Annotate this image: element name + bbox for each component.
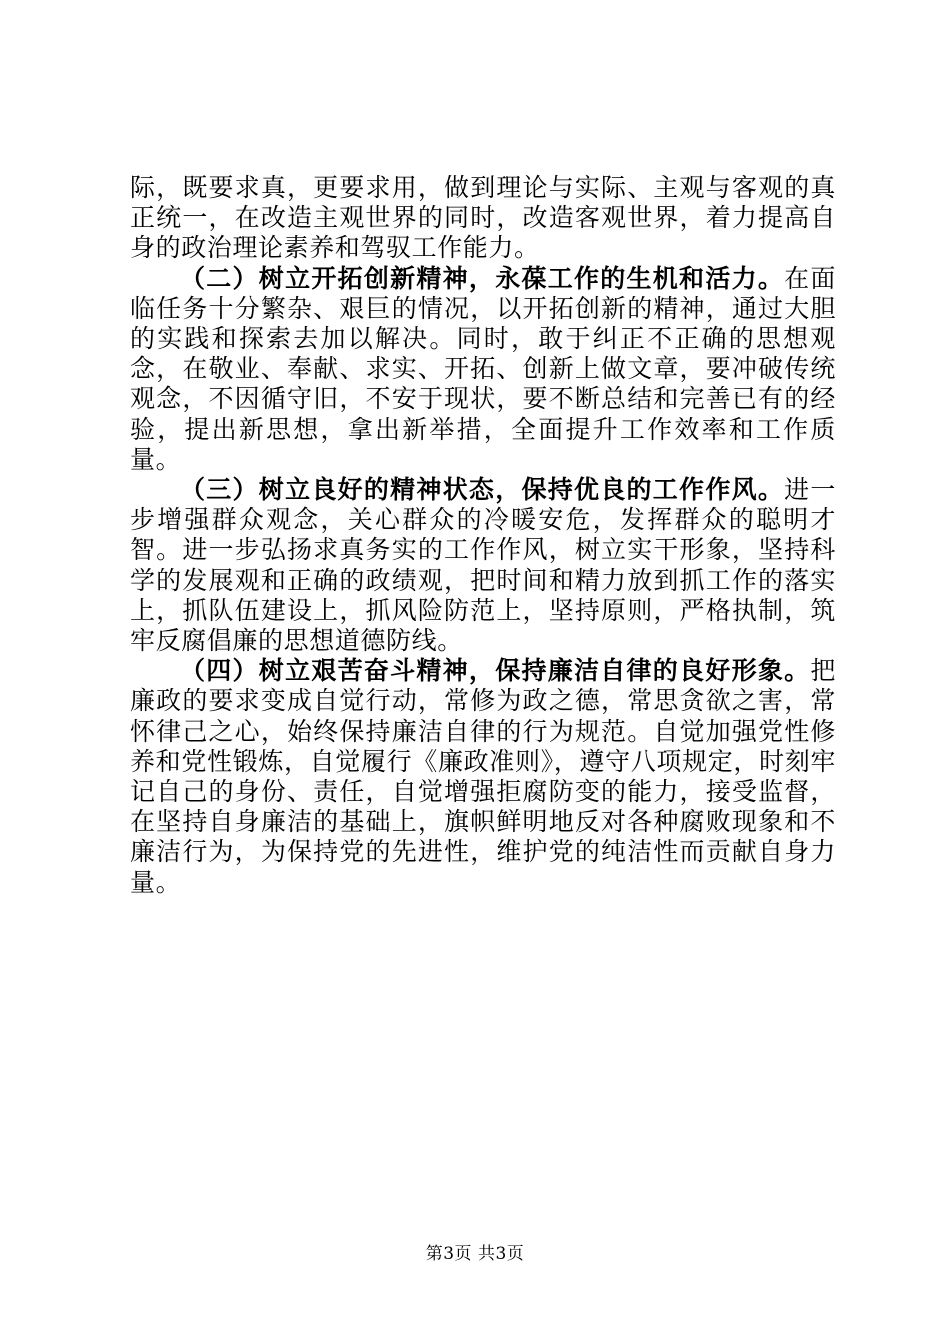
paragraph-4 [130,656,836,898]
paragraph-text: 进一步增强群众观念，关心群众的冷暖安危，发挥群众的聪明才智。进一步弘扬求真务实的工作作风，树立实干形象，坚持科学的发展观和正确的政绩观，把时间和精力放到抓工作的落实上，抓队伍建设上，抓风险防范上，坚持原则，严格执制，筑牢反腐倡廉的思想道德防线。 [130,475,836,656]
paragraph-heading: （二）树立开拓创新精神，永葆工作的生机和活力。 [180,263,785,293]
paragraph-heading: （四）树立艰苦奋斗精神，保持廉洁自律的良好形象。 [180,656,811,686]
document-body [130,173,836,898]
paragraph-continuation [130,173,836,264]
paragraph-text: 把廉政的要求变成自觉行动，常修为政之德，常思贪欲之害，常怀律己之心，始终保持廉洁自律的行为规范。自觉加强党性修养和党性锻炼，自觉履行《廉政准则》，遵守八项规定，时刻牢记自己的身份、责任，自觉增强拒腐防变的能力，接受监督，在坚持自身廉洁的基础上，旗帜鲜明地反对各种腐败现象和不廉洁行为，为保持党的先进性，维护党的纯洁性而贡献自身力量。 [130,656,836,897]
paragraph-text: 在面临任务十分繁杂、艰巨的情况，以开拓创新的精神，通过大胆的实践和探索去加以解决。同时，敢于纠正不正确的思想观念，在敬业、奉献、求实、开拓、创新上做文章，要冲破传统观念，不因循守旧，不安于现状，要不断总结和完善已有的经验，提出新思想，拿出新举措，全面提升工作效率和工作质量。 [130,263,836,474]
paragraph-2 [130,264,836,475]
paragraph-text: 际，既要求真，更要求用，做到理论与实际、主观与客观的真正统一，在改造主观世界的同时，改造客观世界，着力提高自身的政治理论素养和驾驭工作能力。 [130,173,836,263]
paragraph-heading: （三）树立良好的精神状态，保持优良的工作作风。 [180,475,785,505]
paragraph-3 [130,475,836,656]
page-number-footer: 第3页 共3页 [425,1244,525,1264]
